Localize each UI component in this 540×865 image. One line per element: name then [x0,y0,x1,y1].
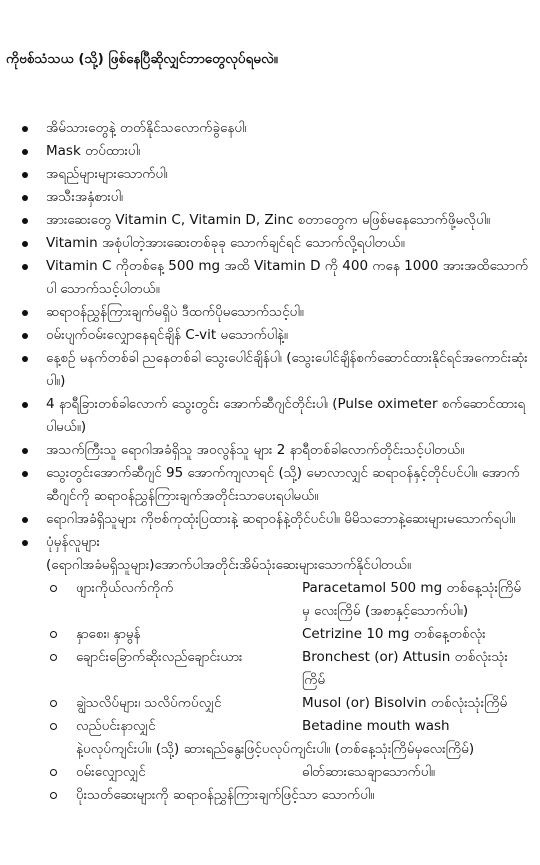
circle-bullet-icon [50,654,57,661]
symptom-label: ပိုးသတ်ဆေးများကို ဆရာဝန်ညွှန်ကြားချက်ဖြင့်သာ သောက်ပါ။ [76,787,375,803]
bullet-icon [22,264,28,270]
medicine-label: Musol (or) Bisolvin တစ်လုံးသုံးကြိမ် [302,695,508,711]
list-item: 4 နာရီခြားတစ်ခါလောက် သွေးတွင်း အောက်ဆီဂျင်တိုင်းပါ၊ (Pulse oximeter စက်ဆောင်ထားရပါမယ်။) [0,393,540,439]
bullet-icon [22,517,28,523]
symptom-label: ချွဲသလိပ်များ၊ သလိပ်ကပ်လျှင် [76,695,222,711]
list-item: Mask တပ်ထားပါ၊ [0,140,540,163]
list-item: အသီးအနှံစားပါ၊ [0,186,540,209]
medicine-label: Paracetamol 500 mg တစ်နေ့သုံးကြိမ်မှ လေးကြိမ် (အစာနှင့်သောက်ပါ။) [302,580,522,619]
bullet-icon [22,218,28,224]
list-item: သွေးတွင်းအောက်ဆီဂျင် 95 အောက်ကျလာရင် (သို့) မောလာလျှင် ဆရာဝန်နှင့်တိုင်ပင်ပါ။ အောက်ဆီဂျင်ကို ဆရာဝန်ညွှန်ကြားချက်အတိုင်းသာပေးရပါမယ်။ [0,462,540,508]
symptom-label: ဝမ်းလျှောလျှင် [76,764,146,780]
list-item: အသက်ကြီးသူ ရောဂါအခံရှိသူ အဝလွန်သူ များ 2 နာရီတစ်ခါလောက်တိုင်းသင့်ပါတယ်။ [0,439,540,462]
circle-bullet-icon [50,723,57,730]
list-item: ဆရာဝန်ညွှန်ကြားချက်မရှိပဲ ဒီထက်ပိုမသောက်သင့်ပါ။ [0,301,540,324]
medicine-label: Betadine mouth wash [302,718,450,734]
list-item: အိမ်သားတွေနဲ့ တတ်နိုင်သလောက်ခွဲနေပါ၊ [0,117,540,140]
bullet-icon [22,448,28,454]
bullet-icon [22,471,28,477]
medicine-label: Bronchest (or) Attusin တစ်လုံးသုံးကြိမ် [302,649,508,688]
symptom-label: ဖျားကိုယ်လက်ကိုက် [76,580,174,596]
bullet-icon [22,310,28,316]
medicine-row [46,646,532,692]
circle-bullet-icon [50,700,57,707]
medicine-row [46,623,532,646]
medicines-note: (ရောဂါအခံမရှိသူများ)အောက်ပါအတိုင်းအိမ်သုံးဆေးများသောက်နိုင်ပါတယ်။ [46,557,412,573]
medicine-label: ဓါတ်ဆားသေချာသောက်ပါ။ [302,764,435,780]
list-item: အရည်များများသောက်ပါ၊ [0,163,540,186]
symptom-label: ချောင်းခြောက်ဆိုးလည်ချောင်းယား [76,649,243,665]
bullet-icon [22,172,28,178]
list-item: နေ့စဥ် မနက်တစ်ခါ ညနေတစ်ခါ သွေးပေါင်ချိန်ပါ၊ (သွေးပေါင်ချိန်စက်ဆောင်ထားနိုင်ရင်အကောင်းဆုံးပါ။) [0,347,540,393]
bullet-icon [22,195,28,201]
list-item: Vitamin အစုံပါတဲ့အားဆေးတစ်ခုခု သောက်ချင်ရင် သောက်လို့ရပါတယ်။ [0,232,540,255]
medicines-section [0,531,540,807]
medicines-header: ပုံမှန်လူများ [46,534,100,550]
symptom-label: လည်ပင်းနာလျှင် [76,718,156,734]
medicine-row [46,692,532,715]
list-item: ရောဂါအခံရှိသူများ ကိုဗစ်ကုထုံးပြထားနဲ့ ဆရာဝန်နဲ့တိုင်ပင်ပါ။ မိမိသဘောနဲ့ဆေးများမသောက်ရပါ။ [0,508,540,531]
bullet-icon [22,149,28,155]
circle-bullet-icon [50,792,57,799]
medicine-row [46,715,532,761]
medicine-row [46,577,532,623]
medicine-row [46,761,532,784]
circle-bullet-icon [50,631,57,638]
bullet-icon [22,356,28,362]
advice-list [0,117,540,807]
bullet-icon [22,126,28,132]
bullet-icon [22,402,28,408]
circle-bullet-icon [50,585,57,592]
circle-bullet-icon [50,769,57,776]
bullet-icon [22,333,28,339]
bullet-icon [22,540,28,546]
bullet-icon [22,241,28,247]
medicine-continuation: နဲ့ပလုပ်ကျင်းပါ။ (သို့) ဆားရည်နွေးဖြင့်ပလုပ်ကျင်းပါ။ (တစ်နေ့သုံးကြိမ်မှလေးကြိမ်) [76,741,475,757]
medicine-row [46,784,532,807]
list-item: Vitamin C ကိုတစ်နေ့ 500 mg အထိ Vitamin D ကို 400 ကနေ 1000 အားအထိသောက်ပါ သောက်သင့်ပါတယ်။ [0,255,540,301]
symptom-label: နှာစေး၊ နှာမွန် [76,626,141,642]
list-item: ဝမ်းပျက်ဝမ်းလျှောနေရင်ချိန် C-vit မသောက်ပါနဲ့။ [0,324,540,347]
medicine-list [46,577,532,807]
page-title: ကိုဗစ်သံသယ (သို့) ဖြစ်နေပြီဆိုလျှင်ဘာတွေလုပ်ရမလဲ။ [6,51,278,67]
list-item: အားဆေးတွေ Vitamin C, Vitamin D, Zinc စတာတွေက မဖြစ်မနေသောက်ဖို့မလိုပါ။ [0,209,540,232]
medicine-label: Cetrizine 10 mg တစ်နေ့တစ်လုံး [302,626,486,642]
